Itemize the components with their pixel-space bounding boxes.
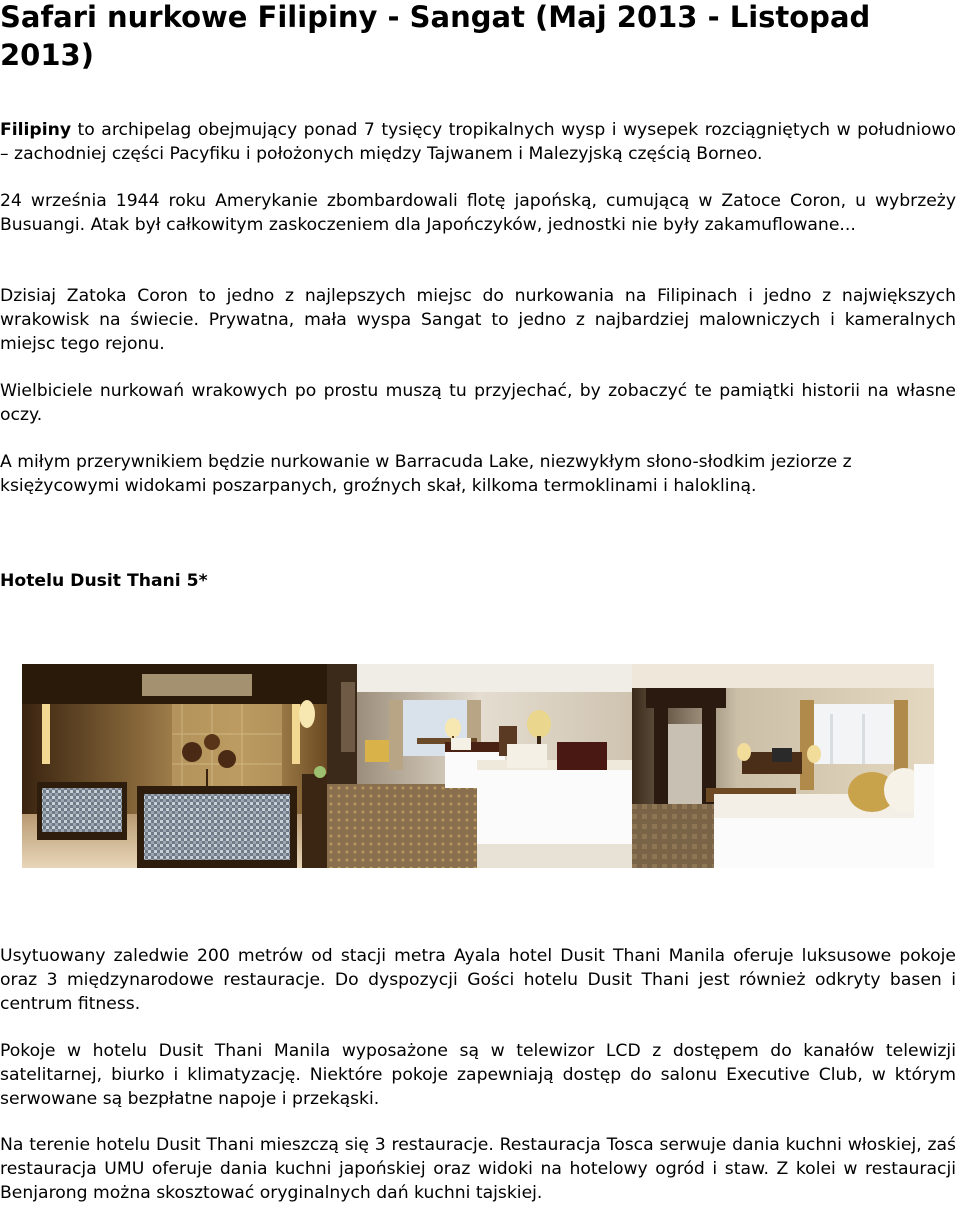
history-paragraph: 24 września 1944 roku Amerykanie zbombardowali flotę japońską, cumującą w Zatoce Coron, u wybrzeży Busuangi. Atak był całkowitym zaskoczeniem dla Japończyków, jednostki nie były zakamuflowane... bbox=[0, 191, 956, 235]
hotel-rooms-paragraph: Pokoje w hotelu Dusit Thani Manila wyposażone są w telewizor LCD z dostępem do kanałów telewizji satelitarnej, biurko i klimatyzację. Niektóre pokoje zapewniają dostęp do salonu Executive Club, w którym serwowane są bezpłatne napoje i przekąski. bbox=[0, 1041, 956, 1109]
hotel-photo-gallery bbox=[22, 664, 934, 868]
intro-paragraph bbox=[0, 118, 956, 166]
hotel-twin-room-photo bbox=[327, 664, 632, 868]
barracuda-lake-paragraph: A miłym przerywnikiem będzie nurkowanie w Barracuda Lake, niezwykłym słono-słodkim jeziorze z księżycowymi widokami poszarpanych, groźnych skał, kilkoma termoklinami i halokliną. bbox=[0, 452, 852, 496]
hotel-location-paragraph: Usytuowany zaledwie 200 metrów od stacji metra Ayala hotel Dusit Thani Manila oferuje luksusowe pokoje oraz 3 międzynarodowe restauracje. Do dyspozycji Gości hotelu Dusit Thani jest również odkryty basen i centrum fitness. bbox=[0, 946, 956, 1014]
coron-bay-paragraph: Dzisiaj Zatoka Coron to jedno z najlepszych miejsc do nurkowania na Filipinach i jedno z największych wrakowisk na świecie. Prywatna, mała wyspa Sangat to jedno z najbardziej malowniczych i kameralnych miejsc tego rejonu. bbox=[0, 286, 956, 354]
intro-text: to archipelag obejmujący ponad 7 tysięcy tropikalnych wysp i wysepek rozciągniętych w południowo – zachodniej części Pacyfiku i położonych między Tajwanem i Malezyjską częścią Borneo. bbox=[0, 120, 956, 164]
intro-bold-lead: Filipiny bbox=[0, 120, 72, 140]
hotel-restaurants-paragraph: Na terenie hotelu Dusit Thani mieszczą się 3 restauracje. Restauracja Tosca serwuje dania kuchni włoskiej, zaś restauracja UMU oferuje dania kuchni japońskiej oraz widoki na hotelowy ogród i staw. Z kolei w restauracji Benjarong można skosztować oryginalnych dań kuchni tajskiej. bbox=[0, 1135, 956, 1203]
page-title: Safari nurkowe Filipiny - Sangat (Maj 2013 - Listopad 2013) bbox=[0, 0, 871, 72]
wreck-divers-paragraph: Wielbiciele nurkowań wrakowych po prostu muszą tu przyjechać, by zobaczyć te pamiątki historii na własne oczy. bbox=[0, 381, 956, 425]
hotel-heading: Hotelu Dusit Thani 5* bbox=[0, 571, 208, 591]
hotel-double-room-photo bbox=[632, 664, 934, 868]
hotel-lobby-reception-photo bbox=[22, 664, 327, 868]
